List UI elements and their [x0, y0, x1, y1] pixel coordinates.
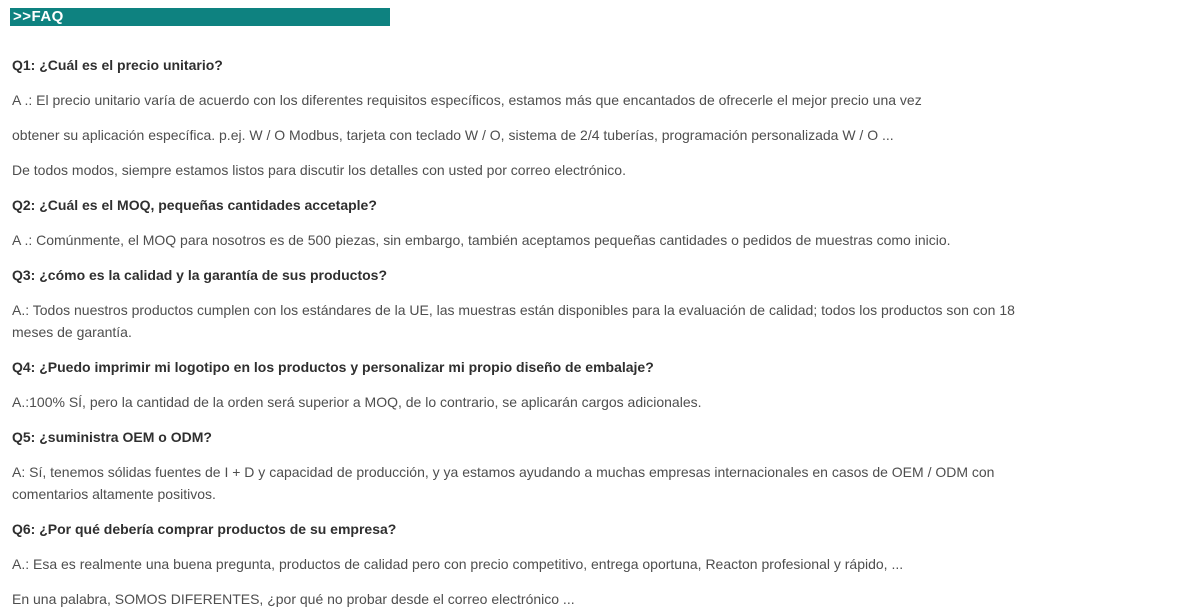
faq-answer-paragraph: A.: Todos nuestros productos cumplen con los estándares de la UE, las muestras están disponibles para la evaluación de calidad; todos los productos son con 18 meses de garantía.	[12, 302, 1015, 340]
faq-question: Q1: ¿Cuál es el precio unitario?	[12, 57, 223, 73]
faq-answer-paragraph: En una palabra, SOMOS DIFERENTES, ¿por qué no probar desde el correo electrónico ...	[12, 591, 575, 607]
faq-answer-paragraph: De todos modos, siempre estamos listos para discutir los detalles con usted por correo electrónico.	[12, 162, 626, 178]
faq-item-q4	[12, 356, 1056, 413]
faq-item-q3	[12, 264, 1056, 343]
faq-answer-paragraph: A .: El precio unitario varía de acuerdo con los diferentes requisitos específicos, estamos más que encantados de ofrecerle el mejor precio una vez	[12, 92, 922, 108]
faq-question: Q6: ¿Por qué debería comprar productos de su empresa?	[12, 521, 397, 537]
faq-question: Q3: ¿cómo es la calidad y la garantía de sus productos?	[12, 267, 387, 283]
faq-header-title: >>FAQ	[13, 8, 64, 25]
faq-item-q6	[12, 518, 1056, 610]
faq-answer-paragraph: A.:100% SÍ, pero la cantidad de la orden será superior a MOQ, de lo contrario, se aplicarán cargos adicionales.	[12, 394, 702, 410]
faq-section	[12, 26, 1056, 610]
faq-question: Q2: ¿Cuál es el MOQ, pequeñas cantidades accetaple?	[12, 197, 377, 213]
faq-question: Q4: ¿Puedo imprimir mi logotipo en los productos y personalizar mi propio diseño de embalaje?	[12, 359, 654, 375]
faq-item-q1	[12, 54, 1056, 181]
faq-answer-paragraph: A: Sí, tenemos sólidas fuentes de I + D y capacidad de producción, y ya estamos ayudando a muchas empresas internacionales en casos de OEM / ODM con comentarios altamente positivos.	[12, 464, 995, 502]
faq-answer-paragraph: A .: Comúnmente, el MOQ para nosotros es de 500 piezas, sin embargo, también aceptamos pequeñas cantidades o pedidos de muestras como inicio.	[12, 232, 951, 248]
faq-answer-paragraph: obtener su aplicación específica. p.ej. W / O Modbus, tarjeta con teclado W / O, sistema de 2/4 tuberías, programación personalizada W / O ...	[12, 127, 894, 143]
faq-header-bar	[10, 8, 390, 26]
faq-answer-paragraph: A.: Esa es realmente una buena pregunta, productos de calidad pero con precio competitivo, entrega oportuna, Reacton profesional y rápido, ...	[12, 556, 904, 572]
faq-question: Q5: ¿suministra OEM o ODM?	[12, 429, 212, 445]
faq-item-q5	[12, 426, 1056, 505]
faq-item-q2	[12, 194, 1056, 251]
